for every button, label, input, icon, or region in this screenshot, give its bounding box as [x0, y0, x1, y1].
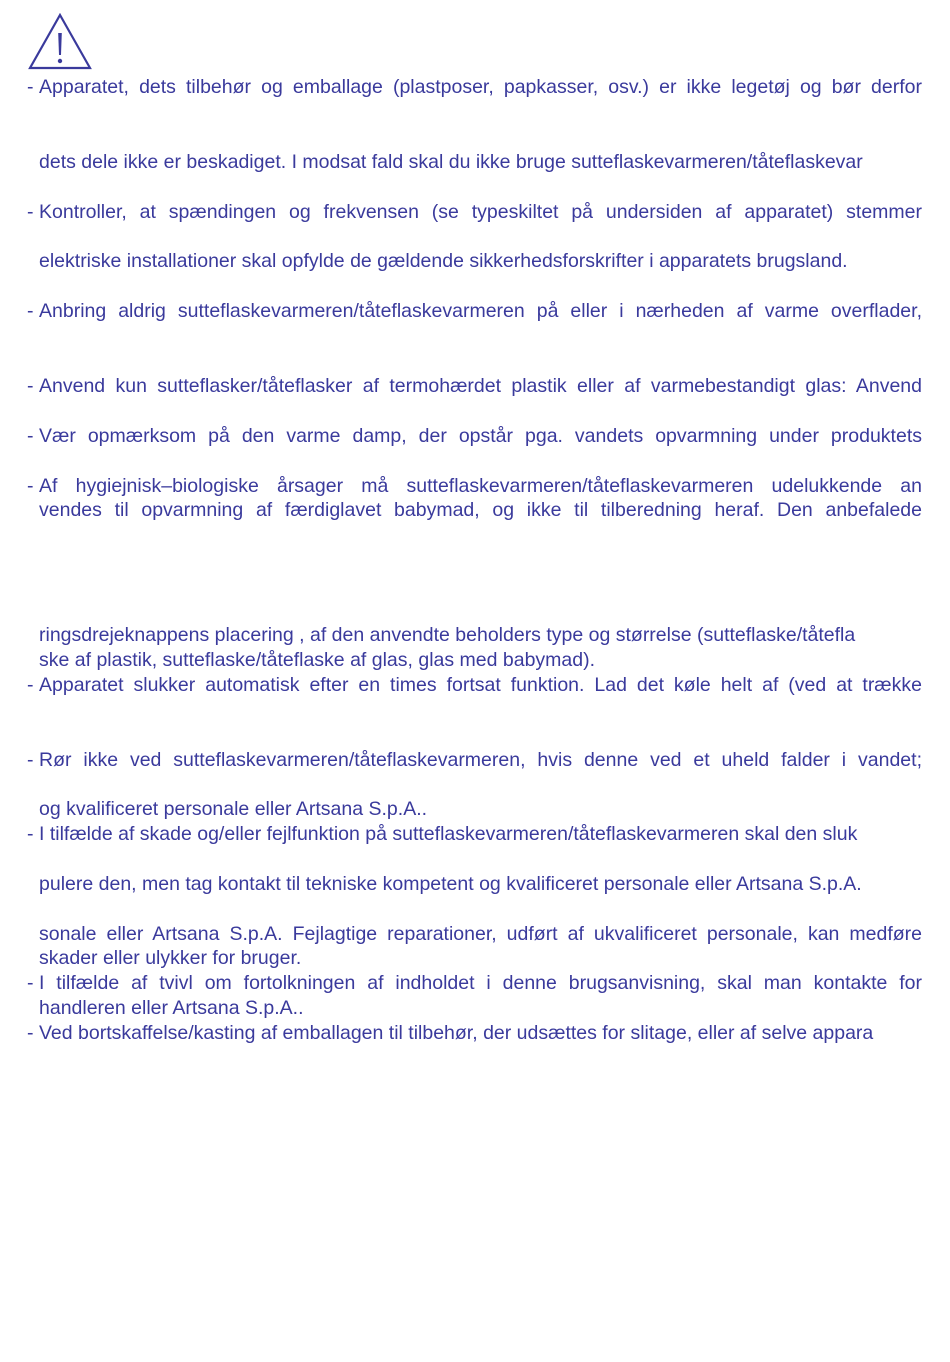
text-line — [0, 200, 950, 225]
bullet-dash: - — [27, 300, 34, 322]
bullet-dash: - — [27, 475, 34, 497]
text-line — [0, 648, 950, 673]
line-text: I tilfælde af skade og/eller fejlfunktion på sutteflaskevarmeren/tåteflaskevarmeren skal den sluk — [39, 823, 858, 845]
text-line — [0, 623, 950, 648]
line-text: elektriske installationer skal opfylde de gældende sikkerhedsforskrifter i apparatets brugsland. — [39, 250, 848, 272]
line-text: vendes til opvarmning af færdiglavet babymad, og ikke til tilberedning heraf. Den anbefalede — [39, 499, 922, 521]
line-text: skader eller ulykker for bruger. — [39, 947, 302, 969]
text-line — [0, 946, 950, 971]
text-line — [0, 374, 950, 399]
bullet-dash: - — [27, 375, 34, 397]
text-line — [0, 748, 950, 773]
line-text: Rør ikke ved sutteflaskevarmeren/tåteflaskevarmeren, hvis denne ved et uheld falder i vandet; — [39, 749, 922, 771]
line-text: ske af plastik, sutteflaske/tåteflaske af glas, glas med babymad). — [39, 649, 596, 671]
line-text: ringsdrejeknappens placering , af den anvendte beholders type og størrelse (sutteflaske/tåtefla — [39, 624, 856, 646]
line-text: Anvend kun sutteflasker/tåteflasker af termohærdet plastik eller af varmebestandigt glas: Anvend — [39, 375, 922, 397]
text-line — [0, 971, 950, 996]
line-text: sonale eller Artsana S.p.A. Fejlagtige reparationer, udført af ukvalificeret personale, kan medføre — [39, 923, 922, 945]
line-text: Apparatet slukker automatisk efter en times fortsat funktion. Lad det køle helt af (ved at trække — [39, 674, 922, 696]
text-line — [0, 922, 950, 947]
bullet-dash: - — [27, 972, 34, 994]
bullet-dash: - — [27, 76, 34, 98]
line-text: Apparatet, dets tilbehør og emballage (plastposer, papkasser, osv.) er ikke legetøj og bør derfor — [39, 76, 922, 98]
line-text: Kontroller, at spændingen og frekvensen (se typeskiltet på undersiden af apparatet) stemmer — [39, 201, 922, 223]
bullet-dash: - — [27, 1022, 34, 1044]
text-line — [0, 424, 950, 449]
bullet-dash: - — [27, 823, 34, 845]
text-line — [0, 797, 950, 822]
bullet-dash: - — [27, 674, 34, 696]
line-text: I tilfælde af tvivl om fortolkningen af indholdet i denne brugsanvisning, skal man kontakte for — [39, 972, 922, 994]
text-line — [0, 474, 950, 499]
warning-triangle-icon — [28, 13, 92, 71]
text-line — [0, 150, 950, 175]
line-text: handleren eller Artsana S.p.A.. — [39, 997, 304, 1019]
line-text: dets dele ikke er beskadiget. I modsat fald skal du ikke bruge sutteflaskevarmeren/tåteflaskevar — [39, 151, 863, 173]
text-line — [0, 299, 950, 324]
text-line — [0, 996, 950, 1021]
text-line — [0, 249, 950, 274]
line-text: Anbring aldrig sutteflaskevarmeren/tåteflaskevarmeren på eller i nærheden af varme overflader, — [39, 300, 922, 322]
bullet-dash: - — [27, 749, 34, 771]
line-text: Af hygiejnisk–biologiske årsager må sutteflaskevarmeren/tåteflaskevarmeren udelukkende an — [39, 475, 922, 497]
text-line — [0, 673, 950, 698]
line-text: pulere den, men tag kontakt til tekniske kompetent og kvalificeret personale eller Artsana S.p.A. — [39, 873, 862, 895]
text-line — [0, 1021, 950, 1046]
line-text: Ved bortskaffelse/kasting af emballagen til tilbehør, der udsættes for slitage, eller af selve appara — [39, 1022, 874, 1044]
bullet-dash: - — [27, 201, 34, 223]
text-line — [0, 498, 950, 523]
text-line — [0, 822, 950, 847]
text-line — [0, 75, 950, 100]
line-text: og kvalificeret personale eller Artsana S.p.A.. — [39, 798, 428, 820]
text-line — [0, 872, 950, 897]
bullet-dash: - — [27, 425, 34, 447]
line-text: Vær opmærksom på den varme damp, der opstår pga. vandets opvarmning under produktets — [39, 425, 922, 447]
